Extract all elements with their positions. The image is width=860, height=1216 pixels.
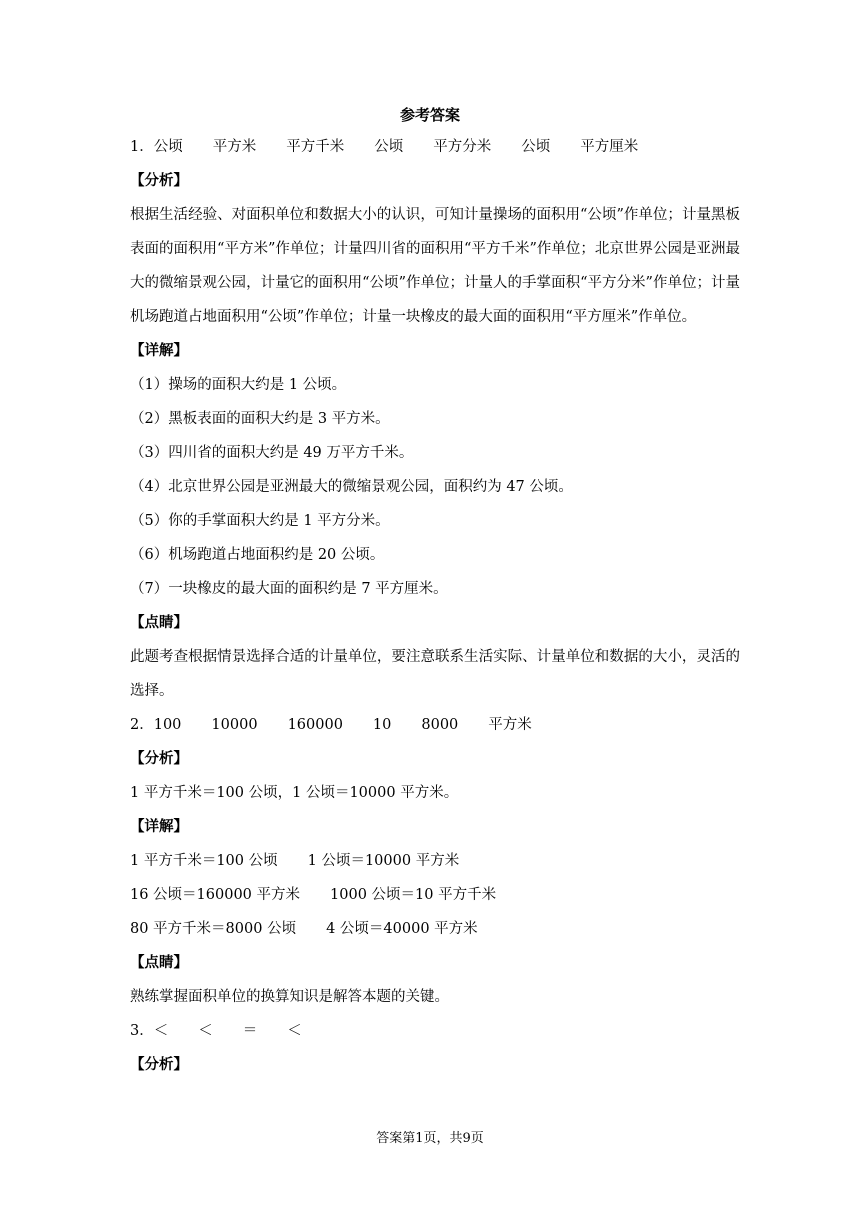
q1-analysis-text: 根据生活经验、对面积单位和数据大小的认识，可知计量操场的面积用“公顷”作单位；计量黑板表面的面积用“平方米”作单位；计量四川省的面积用“平方千米”作单位；北京世界公园是亚洲最大的微缩景观公园，计量它的面积用“公顷”作单位；计量人的手掌面积“平方分米”作单位；计量机场跑道占地面积用“公顷”作单位；计量一块橡皮的最大面的面积用“平方厘米”作单位。 [130,207,740,325]
q1-comment-heading: 【点睛】 [130,614,188,631]
q3-number: 3． [130,1023,154,1039]
q1-detail-5: （5）你的手掌面积大约是 1 平方分米。 [130,513,390,529]
q1-answer-6: 公顷 [521,139,551,155]
q2-answer-5: 8000 [421,717,459,733]
q1-detail-2: （2）黑板表面的面积大约是 3 平方米。 [130,411,390,427]
page-footer: 答案第1页，共9页 [376,1131,484,1146]
q1-detail-7: （7）一块橡皮的最大面的面积约是 7 平方厘米。 [130,581,448,597]
q1-number: 1． [130,139,154,155]
q2-detail-1a: 1 平方千米＝100 公顷 [130,853,278,869]
q3-answer-4: ＜ [287,1023,302,1039]
q2-answer-3: 160000 [287,717,343,733]
q2-comment-text: 熟练掌握面积单位的换算知识是解答本题的关键。 [130,989,449,1005]
q1-detail-3: （3）四川省的面积大约是 49 万平方千米。 [130,445,414,461]
q2-analysis-heading: 【分析】 [130,750,188,767]
q2-detail-3a: 80 平方千米＝8000 公顷 [130,921,297,937]
q3-analysis-heading: 【分析】 [130,1056,188,1073]
q2-detail-2b: 1000 公顷＝10 平方千米 [330,887,497,903]
q2-detail-3b: 4 公顷＝40000 平方米 [326,921,478,937]
q1-answer-4: 公顷 [374,139,404,155]
q2-detail-2a: 16 公顷＝160000 平方米 [130,887,301,903]
q2-answer-1: 100 [153,717,182,733]
q2-detail-row-2 [130,878,740,912]
q3-answer-1: ＜ [153,1023,169,1039]
q3-answers [130,1014,740,1048]
q2-detail-1b: 1 公顷＝10000 平方米 [307,853,460,869]
q1-analysis-heading: 【分析】 [130,172,188,189]
q1-answer-2: 平方米 [212,139,257,155]
q1-answer-3: 平方千米 [286,139,345,155]
q1-answers [130,130,740,164]
answer-content [130,130,740,1082]
q2-answer-2: 10000 [211,717,258,733]
q2-detail-heading: 【详解】 [130,818,188,835]
q1-detail-4: （4）北京世界公园是亚洲最大的微缩景观公园，面积约为 47 公顷。 [130,479,573,495]
q1-answer-5: 平方分米 [433,139,492,155]
page-title: 参考答案 [399,106,460,124]
q1-comment-text: 此题考查根据情景选择合适的计量单位，要注意联系生活实际、计量单位和数据的大小，灵活的选择。 [130,649,740,699]
q3-answer-3: ＝ [242,1023,258,1039]
q2-comment-heading: 【点睛】 [130,954,188,971]
q2-detail-row-1 [130,844,740,878]
q3-answer-2: ＜ [198,1023,213,1039]
q1-answer-7: 平方厘米 [580,139,639,155]
q2-answer-4: 10 [372,717,392,733]
q2-number: 2． [130,717,154,733]
q2-analysis-text: 1 平方千米＝100 公顷，1 公顷＝10000 平方米。 [130,785,459,801]
q1-answer-1: 公顷 [153,139,183,155]
q1-detail-heading: 【详解】 [130,342,188,359]
q2-answer-6: 平方米 [488,717,532,733]
q1-detail-1: （1）操场的面积大约是 1 公顷。 [130,377,347,393]
q1-detail-6: （6）机场跑道占地面积约是 20 公顷。 [130,547,385,563]
q2-detail-row-3 [130,912,740,946]
q2-answers [130,708,740,742]
